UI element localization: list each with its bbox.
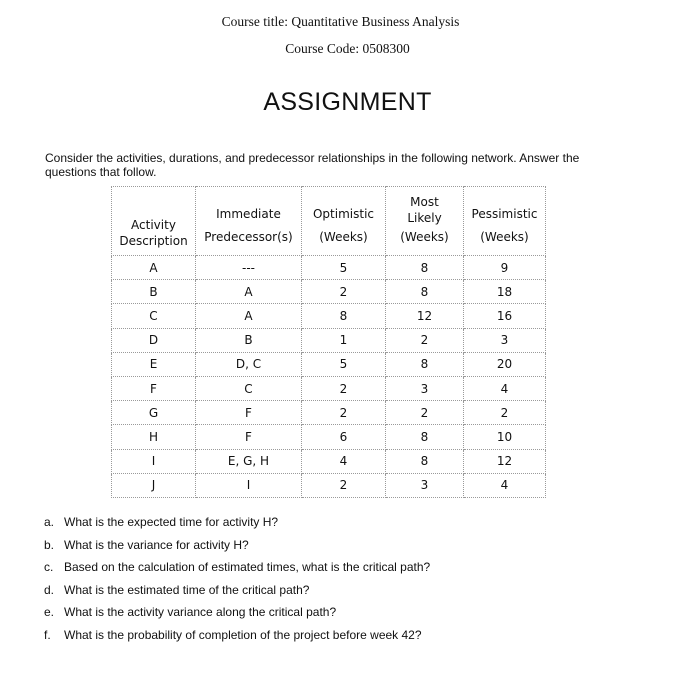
question-item: [44, 583, 430, 606]
header-optimistic: [302, 187, 386, 256]
most-likely-cell: 8: [386, 425, 464, 449]
activity-cell: E: [112, 352, 196, 376]
question-marker: f.: [44, 627, 51, 642]
activity-cell: F: [112, 376, 196, 400]
most-likely-cell: 2: [386, 328, 464, 352]
most-likely-cell: 8: [386, 449, 464, 473]
pessimistic-cell: 4: [464, 376, 546, 400]
intro-paragraph: Consider the activities, durations, and predecessor relationships in the following network. Answer the questions that follow.: [45, 151, 580, 179]
optimistic-cell: 6: [302, 425, 386, 449]
header-predecessor-line1: Immediate: [216, 207, 281, 221]
header-most-likely-line3: (Weeks): [400, 230, 449, 244]
table-row: [112, 352, 546, 376]
pessimistic-cell: 9: [464, 256, 546, 280]
most-likely-cell: 3: [386, 376, 464, 400]
header-predecessor-line2: Predecessor(s): [204, 230, 293, 244]
header-pessimistic-line2: (Weeks): [480, 230, 529, 244]
header-activity: [112, 187, 196, 256]
question-marker: e.: [44, 605, 55, 620]
header-predecessor: [196, 187, 302, 256]
header-optimistic-line2: (Weeks): [319, 230, 368, 244]
predecessor-cell: E, G, H: [196, 449, 302, 473]
table-row: [112, 280, 546, 304]
optimistic-cell: 1: [302, 328, 386, 352]
optimistic-cell: 5: [302, 352, 386, 376]
optimistic-cell: 5: [302, 256, 386, 280]
predecessor-cell: A: [196, 280, 302, 304]
predecessor-cell: A: [196, 304, 302, 328]
question-item: [44, 515, 430, 538]
question-item: [44, 560, 430, 583]
question-marker: b.: [44, 537, 55, 552]
question-marker: a.: [44, 515, 55, 529]
most-likely-cell: 8: [386, 352, 464, 376]
optimistic-cell: 2: [302, 280, 386, 304]
course-code: Course Code: 0508300: [285, 41, 410, 56]
table-header-row: [112, 187, 546, 256]
most-likely-cell: 2: [386, 401, 464, 425]
activity-cell: D: [112, 328, 196, 352]
header-most-likely: [386, 187, 464, 256]
pessimistic-cell: 3: [464, 328, 546, 352]
table-row: [112, 449, 546, 473]
question-marker: c.: [44, 560, 54, 575]
activity-cell: G: [112, 401, 196, 425]
predecessor-cell: ---: [196, 256, 302, 280]
optimistic-cell: 2: [302, 401, 386, 425]
table-row: [112, 425, 546, 449]
question-text: What is the expected time for activity H?: [64, 515, 279, 529]
optimistic-cell: 2: [302, 376, 386, 400]
most-likely-cell: 8: [386, 280, 464, 304]
predecessor-cell: F: [196, 425, 302, 449]
most-likely-cell: 8: [386, 256, 464, 280]
assignment-heading: ASSIGNMENT: [263, 88, 432, 116]
predecessor-cell: C: [196, 376, 302, 400]
activity-cell: J: [112, 473, 196, 497]
table-row: [112, 473, 546, 497]
header-most-likely-line2: Likely: [407, 211, 442, 225]
header-optimistic-line1: Optimistic: [312, 207, 374, 221]
header-pessimistic-line1: Pessimistic: [471, 207, 538, 221]
table-row: [112, 376, 546, 400]
pessimistic-cell: 18: [464, 280, 546, 304]
header-most-likely-line1: Most: [410, 195, 439, 209]
pessimistic-cell: 10: [464, 425, 546, 449]
most-likely-cell: 3: [386, 473, 464, 497]
question-text: What is the variance for activity H?: [64, 537, 249, 552]
question-text: What is the probability of completion of the project before week 42?: [64, 627, 422, 642]
question-item: [44, 605, 430, 628]
question-text: What is the estimated time of the critical path?: [64, 582, 310, 597]
header-activity-line1: Activity: [131, 218, 176, 232]
pessimistic-cell: 16: [464, 304, 546, 328]
activity-cell: H: [112, 425, 196, 449]
question-item: [44, 538, 430, 561]
optimistic-cell: 4: [302, 449, 386, 473]
table-row: [112, 256, 546, 280]
optimistic-cell: 2: [302, 473, 386, 497]
header-pessimistic: [464, 187, 546, 256]
question-item: [44, 628, 430, 651]
table-row: [112, 401, 546, 425]
course-title: Course title: Quantitative Business Analysis: [221, 14, 460, 29]
pessimistic-cell: 4: [464, 473, 546, 497]
optimistic-cell: 8: [302, 304, 386, 328]
question-text: Based on the calculation of estimated times, what is the critical path?: [64, 560, 431, 575]
header-activity-line2: Description: [119, 234, 188, 248]
question-list: [44, 515, 430, 651]
predecessor-cell: F: [196, 401, 302, 425]
predecessor-cell: I: [196, 473, 302, 497]
activity-cell: I: [112, 449, 196, 473]
activity-cell: C: [112, 304, 196, 328]
activity-cell: B: [112, 280, 196, 304]
activity-table: [111, 186, 546, 498]
table-row: [112, 328, 546, 352]
most-likely-cell: 12: [386, 304, 464, 328]
activity-cell: A: [112, 256, 196, 280]
table-row: [112, 304, 546, 328]
pessimistic-cell: 20: [464, 352, 546, 376]
predecessor-cell: D, C: [196, 352, 302, 376]
pessimistic-cell: 12: [464, 449, 546, 473]
question-text: What is the activity variance along the critical path?: [64, 605, 337, 620]
pessimistic-cell: 2: [464, 401, 546, 425]
predecessor-cell: B: [196, 328, 302, 352]
question-marker: d.: [44, 582, 55, 597]
